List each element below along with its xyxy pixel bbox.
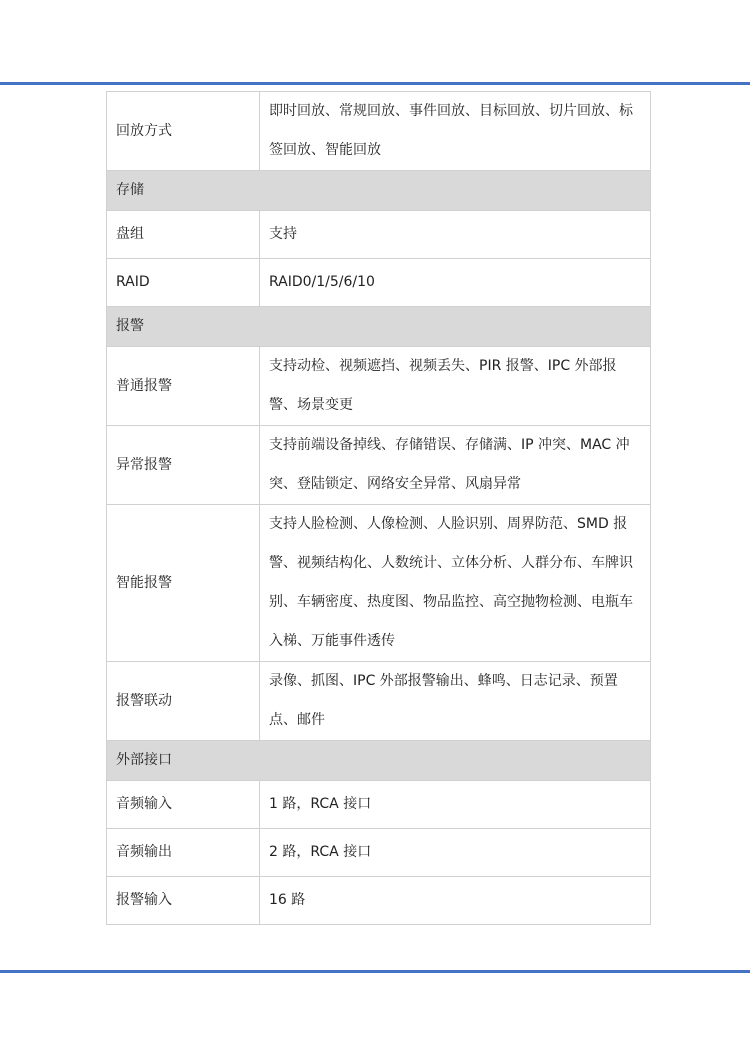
table-row-exception-alarm bbox=[107, 426, 651, 505]
section-header-external-interface bbox=[107, 741, 651, 781]
row-value: 支持动检、视频遮挡、视频丢失、PIR 报警、IPC 外部报警、场景变更 bbox=[260, 347, 651, 426]
row-label: 普通报警 bbox=[107, 347, 260, 426]
section-title: 报警 bbox=[107, 307, 651, 347]
row-label: 报警输入 bbox=[107, 877, 260, 925]
row-label: 盘组 bbox=[107, 211, 260, 259]
row-value: 2 路，RCA 接口 bbox=[260, 829, 651, 877]
row-label: RAID bbox=[107, 259, 260, 307]
row-label: 报警联动 bbox=[107, 662, 260, 741]
row-value: 录像、抓图、IPC 外部报警输出、蜂鸣、日志记录、预置点、邮件 bbox=[260, 662, 651, 741]
row-value: 支持 bbox=[260, 211, 651, 259]
spec-table bbox=[106, 91, 651, 925]
row-value: 16 路 bbox=[260, 877, 651, 925]
section-title: 外部接口 bbox=[107, 741, 651, 781]
section-header-storage bbox=[107, 171, 651, 211]
row-value: 即时回放、常规回放、事件回放、目标回放、切片回放、标签回放、智能回放 bbox=[260, 92, 651, 171]
row-label: 智能报警 bbox=[107, 505, 260, 662]
footer-rule bbox=[0, 970, 750, 973]
table-row-playback-mode bbox=[107, 92, 651, 171]
header-rule bbox=[0, 82, 750, 85]
table-row-audio-output bbox=[107, 829, 651, 877]
table-row-alarm-input bbox=[107, 877, 651, 925]
table-row-raid bbox=[107, 259, 651, 307]
table-row-general-alarm bbox=[107, 347, 651, 426]
section-title: 存储 bbox=[107, 171, 651, 211]
table-row-disk-group bbox=[107, 211, 651, 259]
row-value: 支持人脸检测、人像检测、人脸识别、周界防范、SMD 报警、视频结构化、人数统计、立体分析、人群分布、车牌识别、车辆密度、热度图、物品监控、高空抛物检测、电瓶车入梯、万能事件透传 bbox=[260, 505, 651, 662]
table-row-alarm-linkage bbox=[107, 662, 651, 741]
row-value: 支持前端设备掉线、存储错误、存储满、IP 冲突、MAC 冲突、登陆锁定、网络安全异常、风扇异常 bbox=[260, 426, 651, 505]
row-value: RAID0/1/5/6/10 bbox=[260, 259, 651, 307]
section-header-alarm bbox=[107, 307, 651, 347]
table-row-smart-alarm bbox=[107, 505, 651, 662]
row-label: 异常报警 bbox=[107, 426, 260, 505]
row-label: 回放方式 bbox=[107, 92, 260, 171]
row-label: 音频输入 bbox=[107, 781, 260, 829]
row-value: 1 路，RCA 接口 bbox=[260, 781, 651, 829]
row-label: 音频输出 bbox=[107, 829, 260, 877]
table-row-audio-input bbox=[107, 781, 651, 829]
